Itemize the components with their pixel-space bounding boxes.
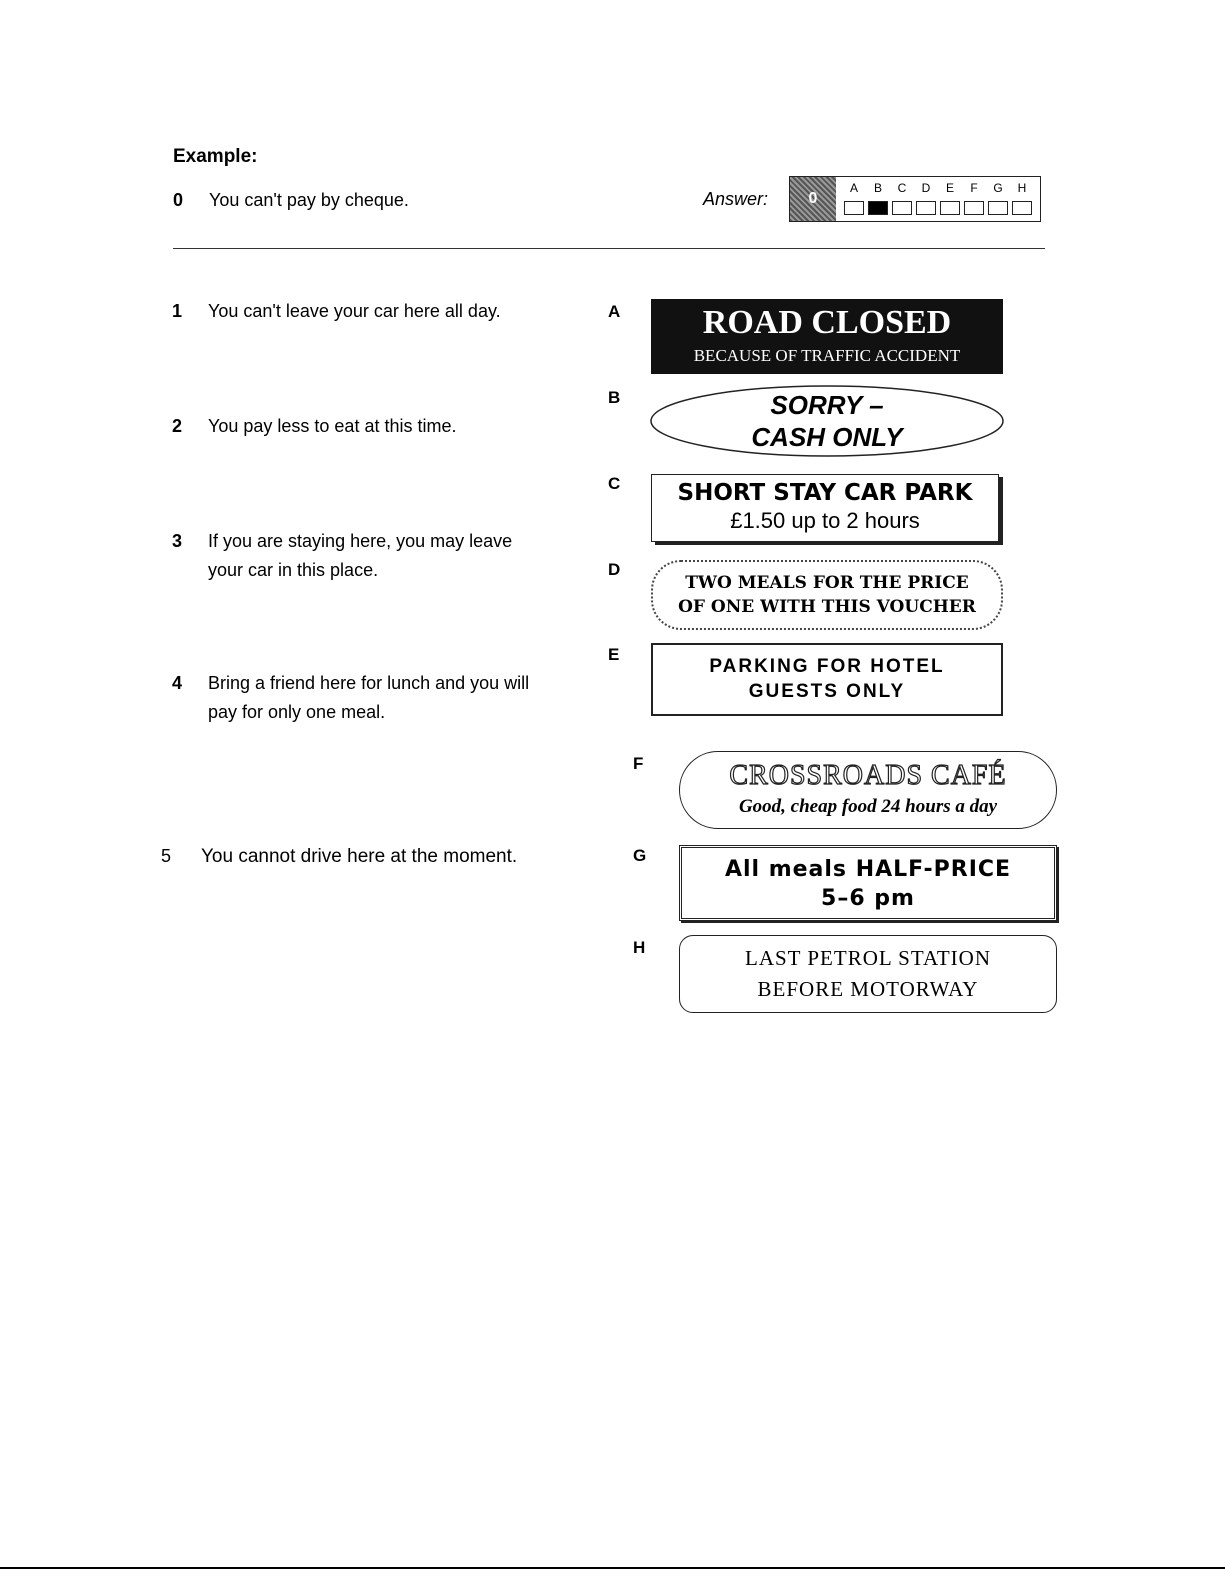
sign-b-line2: CASH ONLY xyxy=(751,422,903,452)
answer-cell[interactable] xyxy=(940,201,960,215)
page-bottom-line xyxy=(0,1567,1225,1569)
answer-cell[interactable] xyxy=(916,201,936,215)
sign-letter-g: G xyxy=(633,846,647,865)
sign-e-line2: GUESTS ONLY xyxy=(748,681,906,702)
sign-letter-a: A xyxy=(608,302,621,321)
answer-zero: 0 xyxy=(790,177,836,221)
sign-h-line2: BEFORE MOTORWAY xyxy=(757,977,979,1001)
answer-cell[interactable] xyxy=(1012,201,1032,215)
answer-cell[interactable] xyxy=(868,201,888,215)
answer-cell[interactable] xyxy=(964,201,984,215)
sign-b-line1: SORRY – xyxy=(770,390,884,420)
sign-cash-only xyxy=(651,389,1003,453)
answer-letter: B xyxy=(873,181,882,195)
answer-letter: F xyxy=(970,181,978,195)
example-text: You can't pay by cheque. xyxy=(209,190,409,210)
answer-letter: D xyxy=(921,181,931,195)
answer-letter: G xyxy=(993,181,1003,195)
sign-d-line1: TWO MEALS FOR THE PRICE xyxy=(685,573,969,593)
answer-label: Answer: xyxy=(703,189,769,209)
sign-half-price xyxy=(679,845,1057,921)
answer-cells xyxy=(842,201,1038,215)
sign-short-stay xyxy=(651,474,999,542)
sign-letter-e: E xyxy=(608,645,620,664)
divider xyxy=(173,248,1045,249)
sign-f-line2: Good, cheap food 24 hours a day xyxy=(738,796,998,817)
answer-letters xyxy=(842,181,1038,195)
sign-letter-d: D xyxy=(608,560,621,579)
sign-h-line1: LAST PETROL STATION xyxy=(745,946,991,970)
sign-letter-f: F xyxy=(633,754,644,773)
answer-letter: C xyxy=(897,181,907,195)
answer-letter: H xyxy=(1017,181,1027,195)
sign-a-line1: ROAD CLOSED xyxy=(702,304,952,341)
sign-f-line1: CROSSROADS CAFÉ xyxy=(729,760,1007,791)
question-number: 1 xyxy=(172,301,183,321)
question-text: Bring a friend here for lunch and you will xyxy=(208,673,530,693)
question-text: You can't leave your car here all day. xyxy=(208,301,501,321)
question-number: 5 xyxy=(161,846,172,866)
sign-letter-c: C xyxy=(608,474,621,493)
sign-a-line2: BECAUSE OF TRAFFIC ACCIDENT xyxy=(693,346,961,365)
answer-cell[interactable] xyxy=(892,201,912,215)
sign-petrol-station xyxy=(679,935,1057,1013)
sign-crossroads-cafe xyxy=(679,751,1057,829)
sign-letter-b: B xyxy=(608,388,621,407)
answer-box xyxy=(789,176,1041,222)
question-text: If you are staying here, you may leave xyxy=(208,531,513,551)
sign-voucher xyxy=(651,560,1003,630)
question-number: 2 xyxy=(172,416,183,436)
sign-g-line1: All meals HALF-PRICE xyxy=(724,857,1012,882)
sign-e-line1: PARKING FOR HOTEL xyxy=(709,656,945,677)
question-text: You cannot drive here at the moment. xyxy=(201,846,518,867)
sign-hotel-parking xyxy=(651,643,1003,716)
sign-d-line2: OF ONE WITH THIS VOUCHER xyxy=(678,597,976,617)
question-text: your car in this place. xyxy=(208,560,379,580)
sign-c-line1: SHORT STAY CAR PARK xyxy=(677,480,973,506)
question-text: You pay less to eat at this time. xyxy=(208,416,457,436)
answer-letter: A xyxy=(849,181,858,195)
answer-cell[interactable] xyxy=(844,201,864,215)
example-number: 0 xyxy=(173,190,184,210)
answer-letter: E xyxy=(945,181,954,195)
question-text: pay for only one meal. xyxy=(208,702,386,722)
question-number: 4 xyxy=(172,673,183,693)
sign-letter-h: H xyxy=(633,938,646,957)
sign-c-line2: £1.50 up to 2 hours xyxy=(730,508,920,533)
sign-g-line2: 5–6 pm xyxy=(821,886,915,911)
answer-cell[interactable] xyxy=(988,201,1008,215)
sign-road-closed xyxy=(651,299,1003,374)
example-heading: Example: xyxy=(173,146,258,167)
question-number: 3 xyxy=(172,531,183,551)
